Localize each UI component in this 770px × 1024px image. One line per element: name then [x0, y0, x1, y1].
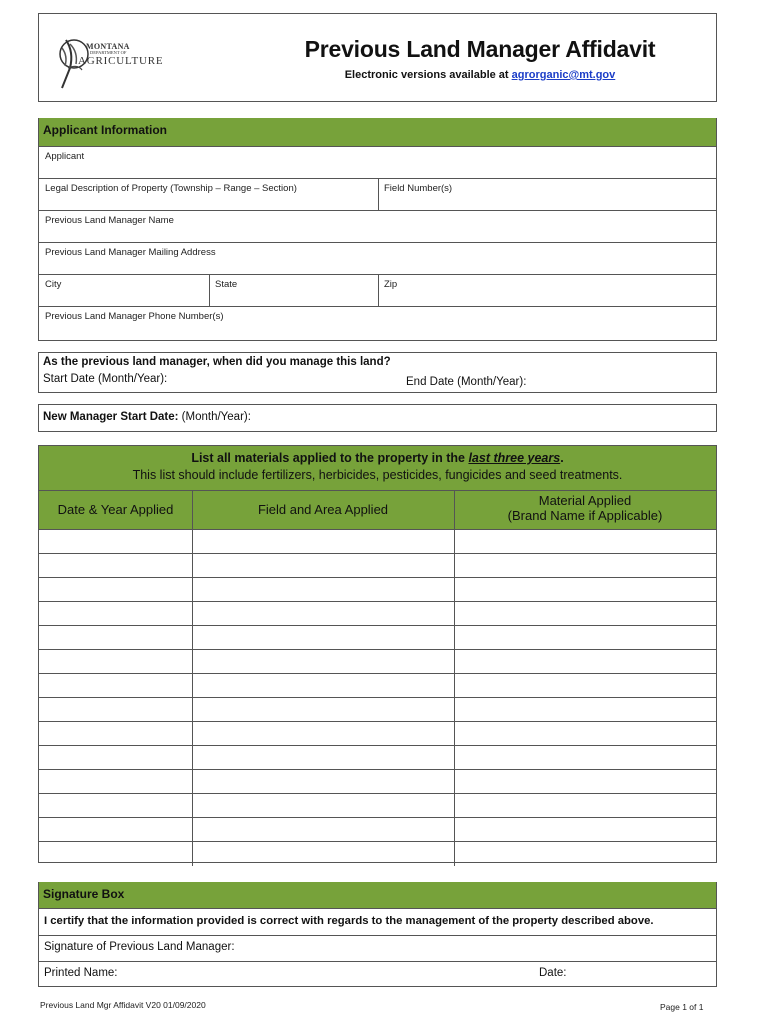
prev-manager-phone-row	[39, 306, 716, 341]
date-applied-cell[interactable]	[39, 530, 192, 554]
signature-section-header	[39, 882, 716, 908]
printed-name-field[interactable]	[44, 967, 118, 979]
material-applied-cell[interactable]	[454, 650, 716, 674]
material-applied-cell[interactable]	[454, 818, 716, 842]
materials-heading-prefix: List all materials applied to the property in the	[191, 451, 469, 465]
page-title: Previous Land Manager Affidavit	[304, 36, 656, 62]
prev-manager-name-field[interactable]	[39, 211, 716, 243]
field-applied-cell[interactable]	[192, 746, 454, 770]
column-header-material-line-1: Material Applied	[538, 493, 632, 508]
applicant-section-title: Applicant Information	[43, 123, 167, 137]
table-row	[39, 817, 716, 842]
signature-label: Signature of Previous Land Manager:	[44, 941, 235, 953]
date-label: Date:	[539, 967, 567, 979]
material-applied-cell[interactable]	[454, 578, 716, 602]
certify-row	[39, 908, 716, 936]
material-applied-cell[interactable]	[454, 770, 716, 794]
field-applied-cell[interactable]	[192, 698, 454, 722]
date-applied-cell[interactable]	[39, 554, 192, 578]
certify-statement: I certify that the information provided is correct with regards to the management of the property described above.	[44, 915, 654, 927]
page-subtitle	[200, 69, 760, 81]
new-manager-start-label	[43, 411, 251, 423]
materials-table	[38, 445, 717, 863]
state-field[interactable]	[209, 275, 378, 307]
city-field[interactable]	[39, 275, 209, 307]
table-row	[39, 841, 716, 866]
new-manager-start-label-bold: New Manager Start Date:	[43, 411, 179, 423]
date-applied-cell[interactable]	[39, 674, 192, 698]
new-manager-start-label-rest: (Month/Year):	[178, 411, 251, 423]
date-field[interactable]	[539, 967, 567, 979]
materials-subheading: This list should include fertilizers, herbicides, pesticides, fungicides and seed treatments.	[132, 468, 623, 482]
zip-label: Zip	[384, 279, 398, 290]
date-applied-cell[interactable]	[39, 698, 192, 722]
table-row	[39, 769, 716, 794]
legal-description-label: Legal Description of Property (Township – Range – Section)	[45, 183, 297, 194]
table-row	[39, 577, 716, 602]
date-applied-cell[interactable]	[39, 794, 192, 818]
signature-section-title: Signature Box	[43, 887, 125, 901]
material-applied-cell[interactable]	[454, 626, 716, 650]
field-numbers-label: Field Number(s)	[384, 183, 453, 194]
applicant-label: Applicant	[45, 151, 85, 162]
zip-field[interactable]	[378, 275, 716, 307]
column-header-field: Field and Area Applied	[257, 502, 389, 517]
printed-name-label: Printed Name:	[44, 967, 118, 979]
logo-line-3: AGRICULTURE	[78, 55, 164, 67]
material-applied-cell[interactable]	[454, 842, 716, 866]
date-applied-cell[interactable]	[39, 818, 192, 842]
materials-table-heading	[39, 446, 716, 490]
prev-manager-name-label: Previous Land Manager Name	[45, 215, 174, 226]
city-label: City	[45, 279, 62, 290]
start-date-label: Start Date (Month/Year):	[43, 373, 168, 385]
management-period-box	[38, 352, 717, 393]
applicant-field[interactable]	[39, 147, 716, 179]
table-row	[39, 745, 716, 770]
table-row	[39, 601, 716, 626]
table-row	[39, 697, 716, 722]
city-state-zip-row	[39, 274, 716, 307]
date-applied-cell[interactable]	[39, 602, 192, 626]
signature-row[interactable]	[39, 935, 716, 962]
start-date-field[interactable]	[43, 373, 167, 385]
prev-manager-address-row	[39, 242, 716, 275]
column-header-material	[454, 491, 716, 530]
state-label: State	[215, 279, 238, 290]
field-numbers-field[interactable]	[378, 179, 716, 211]
prev-manager-phone-label: Previous Land Manager Phone Number(s)	[45, 311, 224, 322]
printed-name-row	[39, 961, 716, 988]
logo-line-2: DEPARTMENT OF	[90, 50, 127, 55]
legal-description-row	[39, 178, 716, 211]
table-row	[39, 721, 716, 746]
field-applied-cell[interactable]	[192, 650, 454, 674]
applicant-information-section	[38, 118, 717, 341]
date-applied-cell[interactable]	[39, 578, 192, 602]
material-applied-cell[interactable]	[454, 794, 716, 818]
column-header-date: Date & Year Applied	[57, 502, 174, 517]
material-applied-cell[interactable]	[454, 674, 716, 698]
column-header-material-line-2: (Brand Name if Applicable)	[507, 508, 663, 523]
date-applied-cell[interactable]	[39, 842, 192, 866]
material-applied-cell[interactable]	[454, 698, 716, 722]
legal-description-field[interactable]	[39, 179, 378, 211]
date-applied-cell[interactable]	[39, 722, 192, 746]
table-row	[39, 793, 716, 818]
field-applied-cell[interactable]	[192, 794, 454, 818]
table-row	[39, 673, 716, 698]
field-applied-cell[interactable]	[192, 530, 454, 554]
logo-line-1: MONTANA	[86, 42, 130, 51]
materials-heading-emphasis: last three years	[468, 451, 561, 465]
applicant-section-header	[39, 118, 716, 146]
new-manager-start-box[interactable]	[38, 404, 717, 432]
field-applied-cell[interactable]	[192, 602, 454, 626]
date-applied-cell[interactable]	[39, 746, 192, 770]
material-applied-cell[interactable]	[454, 554, 716, 578]
material-applied-cell[interactable]	[454, 530, 716, 554]
field-applied-cell[interactable]	[192, 842, 454, 866]
materials-heading-suffix: .	[560, 451, 564, 465]
table-row	[39, 625, 716, 650]
table-row	[39, 553, 716, 578]
management-question: As the previous land manager, when did you manage this land?	[43, 356, 391, 368]
email-link[interactable]: agrorganic@mt.gov	[511, 69, 616, 81]
prev-manager-address-field[interactable]	[39, 243, 716, 275]
table-row	[39, 529, 716, 554]
table-row	[39, 649, 716, 674]
field-applied-cell[interactable]	[192, 818, 454, 842]
subtitle-prefix: Electronic versions available at	[344, 69, 512, 81]
material-applied-cell[interactable]	[454, 602, 716, 626]
footer-page-number: Page 1 of 1	[660, 1002, 704, 1012]
material-applied-cell[interactable]	[454, 746, 716, 770]
field-applied-cell[interactable]	[192, 626, 454, 650]
materials-heading-line-1	[39, 446, 716, 465]
field-applied-cell[interactable]	[192, 770, 454, 794]
applicant-row	[39, 146, 716, 179]
materials-column-headers	[39, 490, 716, 530]
field-applied-cell[interactable]	[192, 554, 454, 578]
end-date-field[interactable]	[406, 376, 526, 388]
signature-box	[38, 882, 717, 987]
field-applied-cell[interactable]	[192, 722, 454, 746]
prev-manager-name-row	[39, 210, 716, 243]
date-applied-cell[interactable]	[39, 626, 192, 650]
field-applied-cell[interactable]	[192, 578, 454, 602]
montana-agriculture-logo	[52, 34, 170, 92]
date-applied-cell[interactable]	[39, 770, 192, 794]
prev-manager-phone-field[interactable]	[39, 307, 716, 341]
prev-manager-address-label: Previous Land Manager Mailing Address	[45, 247, 216, 258]
date-applied-cell[interactable]	[39, 650, 192, 674]
end-date-label: End Date (Month/Year):	[406, 376, 527, 388]
field-applied-cell[interactable]	[192, 674, 454, 698]
material-applied-cell[interactable]	[454, 722, 716, 746]
footer-version: Previous Land Mgr Affidavit V20 01/09/2020	[40, 1000, 206, 1010]
